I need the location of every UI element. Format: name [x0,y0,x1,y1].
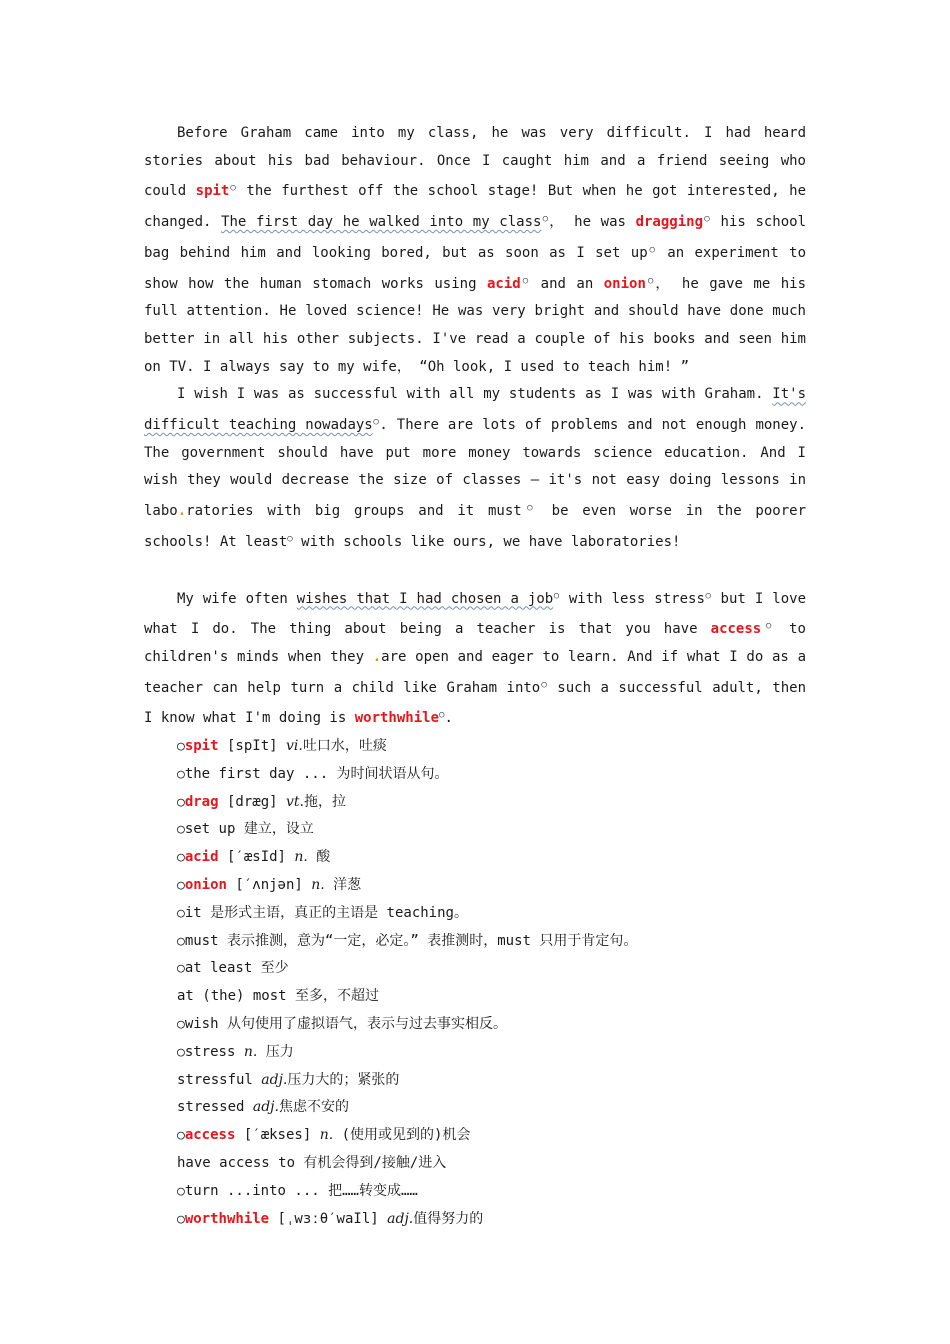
note-marker: ○ [761,621,777,632]
note-stressful: stressful adj.压力大的；紧张的 [177,1071,400,1088]
note-drag: ○drag [dræg] vt.拖，拉 [177,793,346,810]
keyword-spit: spit [195,183,230,200]
grammar-underline-first-day: The first day he walked into my class [221,214,542,231]
note-marker: ○ [540,679,548,690]
note-onion: ○onion [′ʌnjən] n. 洋葱 [177,877,362,894]
keyword-access: access [710,621,762,638]
vocabulary-notes [144,733,806,1233]
circle-bullet-icon: ○ [177,1017,185,1033]
circle-bullet-icon: ○ [177,933,185,949]
circle-bullet-icon: ○ [177,1044,185,1060]
note-first-day: ○the first day ... 为时间状语从句。 [177,765,449,782]
note-acid: ○acid [′æsId] n. 酸 [177,849,331,866]
note-marker: ○ [645,275,656,286]
note-marker: ○ [553,590,560,601]
circle-bullet-icon: ○ [177,1128,185,1144]
note-turn-into: ○turn ...into ... 把……转变成…… [177,1182,418,1199]
circle-bullet-icon: ○ [177,739,185,755]
note-spit: ○spit [spIt] vi.吐口水，吐痰 [177,738,387,755]
circle-bullet-icon: ○ [177,961,185,977]
grammar-underline-wishes: wishes that I had chosen a job [296,590,554,607]
keyword-onion: onion [603,275,646,292]
highlight-dot: . [372,648,382,665]
note-marker: ○ [229,183,237,194]
note-marker: ○ [704,590,712,601]
note-wish: ○wish 从句使用了虚拟语气，表示与过去事实相反。 [177,1016,507,1033]
note-have-access: have access to 有机会得到/接触/进入 [177,1155,447,1172]
keyword-dragging: dragging [635,214,704,231]
note-stress: ○stress n. 压力 [177,1043,294,1060]
circle-bullet-icon: ○ [177,850,185,866]
note-marker: ○ [287,533,293,544]
note-marker: ○ [521,503,538,514]
circle-bullet-icon: ○ [177,905,185,921]
paragraph-1: Before Graham came into my class, he was very difficult. I had heard stories about his bad behaviour. Once I caught him and a friend seeing who could spit○ the furthest off the school stage! But when he got interested, he changed. The first day he walked into my class○， he was dragging○ his school bag behind him and looking bored, but as soon as I set up○ an experiment to show how the human stomach works using acid○ and an onion○， he gave me his full attention. He loved science! He was very bright and should have done much better in all his other subjects. I've read a couple of his books and seen him on TV. I always say to my wife， “Oh look, I used to teach him! ” [144,125,807,375]
paragraph-2: I wish I was as successful with all my students as I was with Graham. It's difficult teaching nowadays○. There are lots of problems and not enough money. The government should have put more money towards science education. And I wish they would decrease the size of classes — it's not easy doing lessons in labo.ratories with big groups and it must○ be even worse in the poorer schools! At least○ with schools like ours, we have laboratories! [144,386,807,550]
note-at-least: ○at least 至少 [177,960,289,977]
circle-bullet-icon: ○ [177,766,185,782]
note-stressed: stressed adj.焦虑不安的 [177,1099,349,1116]
circle-bullet-icon: ○ [177,822,185,838]
keyword-worthwhile: worthwhile [354,710,440,727]
note-marker: ○ [647,244,657,255]
grammar-underline-its-difficult: It's difficult teaching nowadays [144,386,806,434]
note-access: ○access [′ækses] n. (使用或见到的)机会 [177,1127,471,1144]
highlight-dot: . [177,503,187,520]
note-marker: ○ [541,214,550,225]
note-marker: ○ [520,275,531,286]
note-set-up: ○set up 建立，设立 [177,821,314,838]
circle-bullet-icon: ○ [177,1211,185,1227]
circle-bullet-icon: ○ [177,878,185,894]
paragraph-3: My wife often wishes that I had chosen a job○ with less stress○ but I love what I do. The thing about being a teacher is that you have access○ to children's minds when they .are open and eager to learn. And if what I do as a teacher can help turn a child like Graham into○ such a successful adult, then I know what I'm doing is worthwhile○. [144,590,807,727]
note-worthwhile: ○worthwhile [ˌwɜːθ′waIl] adj.值得努力的 [177,1210,484,1227]
circle-bullet-icon: ○ [177,1183,185,1199]
document-page [144,120,806,1233]
note-marker: ○ [372,417,380,428]
note-marker: ○ [439,710,445,721]
keyword-acid: acid [486,275,521,292]
note-it: ○it 是形式主语，真正的主语是 teaching。 [177,904,468,921]
note-at-most: at (the) most 至多，不超过 [177,988,380,1005]
note-must: ○must 表示推测，意为“一定，必定。” 表推测时，must 只用于肯定句。 [177,932,638,949]
circle-bullet-icon: ○ [177,794,185,810]
note-marker: ○ [703,214,711,225]
